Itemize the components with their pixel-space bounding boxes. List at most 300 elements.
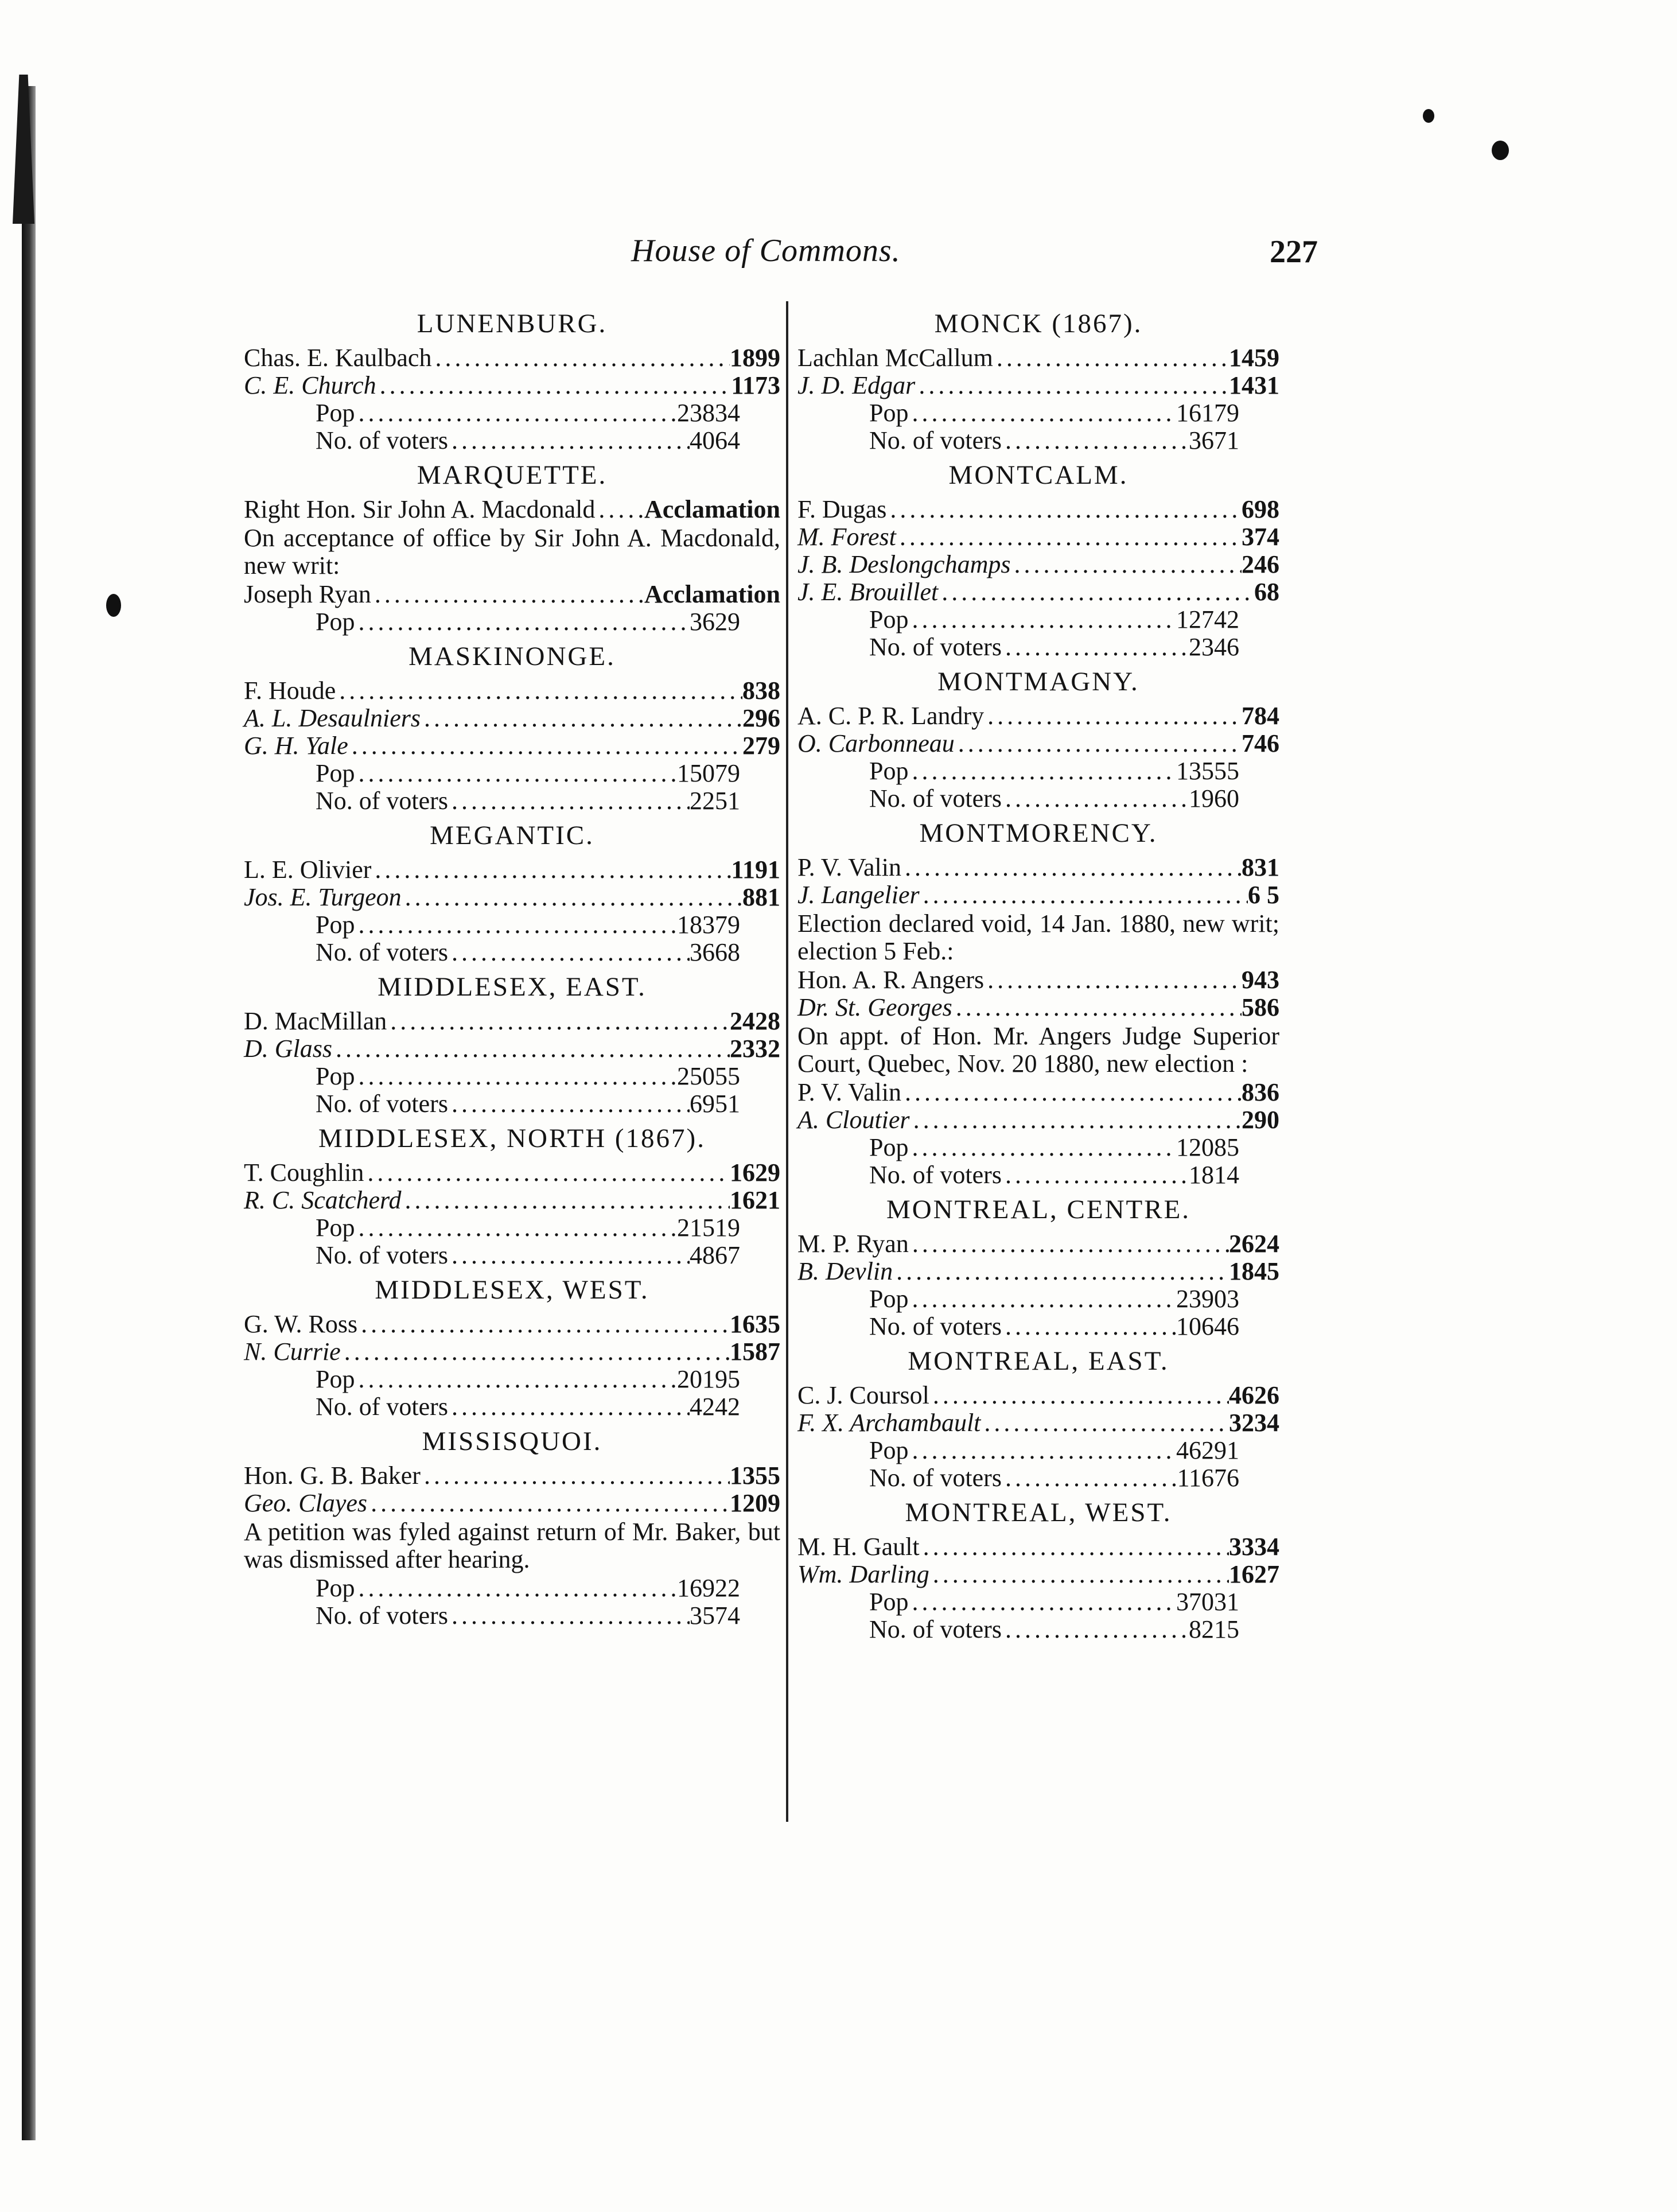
riding-section	[797, 309, 1279, 454]
stat-row	[244, 1366, 780, 1393]
stat-row	[244, 1602, 780, 1630]
dot-leader	[355, 1366, 677, 1393]
candidate-name: C. J. Coursol	[797, 1381, 929, 1409]
stat-value: 10646	[1176, 1312, 1239, 1340]
riding-section	[244, 1275, 780, 1421]
dot-leader	[448, 1242, 690, 1269]
ink-speck	[106, 594, 121, 617]
left-column	[244, 304, 780, 1635]
column-divider	[786, 301, 788, 1822]
stat-value: 3671	[1189, 426, 1239, 454]
dot-leader	[387, 1008, 730, 1035]
vote-count: 1621	[730, 1186, 780, 1214]
candidate-row	[797, 551, 1279, 578]
candidate-row	[797, 994, 1279, 1021]
dot-leader	[355, 911, 677, 939]
stat-value: 23903	[1176, 1285, 1239, 1313]
vote-count: 290	[1242, 1106, 1279, 1134]
stat-value: 18379	[677, 911, 740, 939]
stat-label: No. of voters	[316, 1090, 448, 1118]
vote-count: 784	[1242, 702, 1279, 730]
candidate-row	[244, 1311, 780, 1338]
vote-count: 246	[1242, 550, 1279, 578]
candidate-row	[797, 730, 1279, 757]
dot-leader	[336, 677, 742, 705]
riding-section	[244, 972, 780, 1118]
riding-title: MONTMORENCY.	[919, 818, 1158, 848]
candidate-name: J. B. Deslongchamps	[797, 550, 1011, 578]
dot-leader	[901, 854, 1242, 881]
stat-label: No. of voters	[316, 1393, 448, 1421]
dot-leader	[915, 372, 1229, 399]
candidate-name: B. Devlin	[797, 1257, 893, 1285]
candidate-name: R. C. Scatcherd	[244, 1186, 402, 1214]
candidate-row	[797, 1561, 1279, 1588]
candidate-row	[244, 856, 780, 884]
vote-count: 2428	[730, 1007, 780, 1035]
stat-row	[244, 939, 780, 966]
candidate-row	[244, 884, 780, 911]
dot-leader	[341, 1338, 730, 1366]
candidate-row	[797, 854, 1279, 881]
candidate-row	[797, 1258, 1279, 1285]
vote-count: 279	[742, 732, 780, 760]
stat-value: 11676	[1177, 1464, 1239, 1492]
riding-title: MIDDLESEX, WEST.	[375, 1275, 649, 1305]
candidate-row	[244, 344, 780, 372]
dot-leader	[1002, 1313, 1176, 1340]
riding-section	[797, 1195, 1279, 1340]
right-column	[797, 304, 1279, 1649]
stat-label: No. of voters	[316, 426, 448, 454]
riding-section	[244, 1426, 780, 1630]
candidate-name: F. Houde	[244, 677, 336, 705]
dot-leader	[1002, 1161, 1189, 1189]
stat-label: Pop	[316, 1574, 355, 1602]
candidate-row	[244, 372, 780, 399]
riding-title: MISSISQUOI.	[422, 1426, 602, 1456]
riding-title: MONTREAL, WEST.	[905, 1498, 1172, 1527]
stat-value: 25055	[677, 1062, 740, 1090]
vote-count: 1627	[1229, 1560, 1279, 1588]
stat-label: Pop	[869, 1436, 909, 1464]
candidate-name: O. Carbonneau	[797, 729, 955, 757]
stat-label: No. of voters	[869, 1312, 1002, 1340]
candidate-name: N. Currie	[244, 1338, 341, 1366]
dot-leader	[448, 1090, 690, 1118]
vote-count: 1355	[730, 1461, 780, 1490]
dot-leader	[993, 344, 1229, 372]
riding-section	[244, 642, 780, 815]
stat-value: 15079	[677, 759, 740, 787]
candidate-name: A. C. P. R. Landry	[797, 702, 985, 730]
stat-label: No. of voters	[316, 787, 448, 815]
riding-title: MIDDLESEX, NORTH (1867).	[318, 1124, 706, 1153]
candidate-name: T. Coughlin	[244, 1159, 364, 1187]
candidate-row	[797, 1409, 1279, 1437]
stat-label: Pop	[869, 399, 909, 427]
candidate-row	[797, 1533, 1279, 1561]
running-title: House of Commons.	[631, 233, 901, 269]
riding-section	[244, 309, 780, 454]
candidate-name: M. Forest	[797, 523, 896, 551]
stat-label: Pop	[316, 1365, 355, 1393]
ink-speck	[1492, 141, 1509, 160]
stat-label: Pop	[869, 757, 909, 785]
candidate-name: A. Cloutier	[797, 1106, 910, 1134]
dot-leader	[421, 1462, 730, 1490]
candidate-row	[244, 496, 780, 523]
dot-leader	[355, 399, 677, 427]
stat-value: 23834	[677, 399, 740, 427]
dot-leader	[952, 994, 1242, 1021]
riding-title: MASKINONGE.	[408, 642, 616, 671]
stat-label: Pop	[869, 605, 909, 633]
candidate-row	[797, 344, 1279, 372]
candidate-name: G. W. Ross	[244, 1310, 358, 1338]
stat-value: 37031	[1176, 1588, 1239, 1616]
candidate-name: Right Hon. Sir John A. Macdonald	[244, 495, 596, 523]
dot-leader	[908, 399, 1176, 427]
stat-label: No. of voters	[316, 1601, 448, 1630]
stat-label: Pop	[316, 1062, 355, 1090]
candidate-name: Geo. Clayes	[244, 1489, 368, 1517]
dot-leader	[896, 523, 1242, 551]
stat-value: 46291	[1176, 1436, 1239, 1464]
candidate-row	[244, 1159, 780, 1187]
candidate-name: Wm. Darling	[797, 1560, 929, 1588]
ink-speck	[1423, 109, 1434, 123]
election-note: A petition was fyled against return of Mr. Baker, but was dismissed after hearing.	[244, 1518, 780, 1573]
candidate-row	[244, 1008, 780, 1035]
stat-value: 6951	[690, 1090, 740, 1118]
vote-count: 2332	[730, 1035, 780, 1063]
stat-value: 12085	[1176, 1133, 1239, 1161]
vote-count: 1173	[731, 371, 780, 399]
stat-label: Pop	[316, 911, 355, 939]
stat-label: No. of voters	[869, 1161, 1002, 1189]
stat-row	[797, 1437, 1279, 1464]
riding-title: MIDDLESEX, EAST.	[378, 972, 647, 1002]
dot-leader	[920, 1533, 1229, 1561]
dot-leader	[1002, 427, 1189, 454]
stat-label: Pop	[869, 1133, 909, 1161]
stat-label: Pop	[316, 759, 355, 787]
candidate-name: D. MacMillan	[244, 1007, 387, 1035]
vote-count: 1899	[730, 344, 780, 372]
riding-section	[244, 1124, 780, 1269]
stat-row	[797, 1616, 1279, 1643]
vote-count: 838	[742, 677, 780, 705]
candidate-row	[797, 372, 1279, 399]
dot-leader	[984, 702, 1242, 730]
riding-section	[797, 460, 1279, 661]
dot-leader	[893, 1258, 1229, 1285]
riding-title: LUNENBURG.	[417, 309, 608, 339]
riding-title: MONCK (1867).	[934, 309, 1143, 339]
stat-row	[244, 1090, 780, 1118]
election-note: Election declared void, 14 Jan. 1880, new writ; election 5 Feb.:	[797, 909, 1279, 965]
dot-leader	[431, 344, 730, 372]
stat-row	[797, 633, 1279, 661]
candidate-name: D. Glass	[244, 1035, 333, 1063]
stat-row	[244, 760, 780, 787]
candidate-row	[797, 496, 1279, 523]
dot-leader	[355, 1575, 677, 1602]
stat-value: 4242	[690, 1393, 740, 1421]
candidate-name: P. V. Valin	[797, 1078, 901, 1106]
stat-row	[797, 1161, 1279, 1189]
vote-count: 1629	[730, 1159, 780, 1187]
dot-leader	[448, 787, 690, 815]
dot-leader	[448, 1393, 690, 1421]
dot-leader	[448, 427, 690, 454]
dot-leader	[595, 496, 644, 523]
stat-row	[797, 785, 1279, 813]
vote-count: 836	[1242, 1078, 1279, 1106]
stat-row	[797, 606, 1279, 633]
stat-value: 12742	[1176, 605, 1239, 633]
stat-row	[797, 1313, 1279, 1340]
candidate-row	[244, 1490, 780, 1517]
stat-row	[244, 787, 780, 815]
stat-value: 3629	[690, 608, 740, 636]
dot-leader	[402, 884, 742, 911]
candidate-row	[797, 1382, 1279, 1409]
dot-leader	[364, 1159, 730, 1187]
stat-row	[797, 1285, 1279, 1313]
riding-title: MONTMAGNY.	[937, 667, 1139, 697]
stat-row	[244, 1242, 780, 1269]
candidate-name: F. X. Archambault	[797, 1409, 981, 1437]
candidate-row	[244, 705, 780, 732]
dot-leader	[448, 939, 690, 966]
dot-leader	[348, 732, 742, 760]
stat-row	[797, 399, 1279, 427]
stat-value: 16179	[1176, 399, 1239, 427]
stat-label: Pop	[869, 1285, 909, 1313]
dot-leader	[901, 1079, 1242, 1106]
candidate-row	[797, 702, 1279, 730]
stat-label: Pop	[316, 608, 355, 636]
stat-value: 20195	[677, 1365, 740, 1393]
dot-leader	[886, 496, 1242, 523]
stat-label: No. of voters	[869, 426, 1002, 454]
vote-count: Acclamation	[644, 580, 780, 608]
candidate-name: G. H. Yale	[244, 732, 348, 760]
dot-leader	[367, 1490, 730, 1517]
stat-value: 2346	[1189, 633, 1239, 661]
dot-leader	[1011, 551, 1242, 578]
riding-section	[244, 821, 780, 966]
page-header	[0, 232, 1677, 284]
riding-section	[797, 1346, 1279, 1492]
candidate-name: J. D. Edgar	[797, 371, 916, 399]
candidate-name: A. L. Desaulniers	[244, 704, 421, 732]
stat-row	[244, 608, 780, 636]
candidate-name: F. Dugas	[797, 495, 887, 523]
vote-count: Acclamation	[644, 495, 780, 523]
stat-row	[797, 757, 1279, 785]
dot-leader	[908, 606, 1176, 633]
dot-leader	[955, 730, 1242, 757]
candidate-name: L. E. Olivier	[244, 856, 372, 884]
stat-value: 21519	[677, 1214, 740, 1242]
stat-label: Pop	[869, 1588, 909, 1616]
stat-value: 16922	[677, 1574, 740, 1602]
stat-value: 8215	[1189, 1615, 1239, 1643]
candidate-row	[244, 1035, 780, 1063]
vote-count: 1209	[730, 1489, 780, 1517]
dot-leader	[980, 1409, 1229, 1437]
candidate-row	[797, 1230, 1279, 1258]
riding-section	[797, 1498, 1279, 1643]
vote-count: 881	[742, 883, 780, 911]
candidate-name: Dr. St. Georges	[797, 993, 952, 1021]
stat-value: 1814	[1189, 1161, 1239, 1189]
stat-row	[797, 427, 1279, 454]
vote-count: 1587	[730, 1338, 780, 1366]
candidate-name: Hon. G. B. Baker	[244, 1461, 421, 1490]
dot-leader	[910, 1106, 1242, 1134]
candidate-row	[244, 581, 780, 608]
dot-leader	[929, 1561, 1229, 1588]
candidate-name: J. Langelier	[797, 881, 920, 909]
candidate-row	[797, 966, 1279, 994]
stat-label: No. of voters	[869, 1615, 1002, 1643]
stat-value: 3574	[690, 1601, 740, 1630]
stat-row	[244, 1063, 780, 1090]
stat-label: No. of voters	[316, 1241, 448, 1269]
page-binding-edge	[22, 86, 36, 2140]
stat-label: Pop	[316, 399, 355, 427]
candidate-row	[244, 732, 780, 760]
vote-count: 1459	[1229, 344, 1279, 372]
vote-count: 831	[1242, 853, 1279, 881]
dot-leader	[1002, 1464, 1177, 1492]
dot-leader	[1002, 633, 1189, 661]
riding-title: MARQUETTE.	[417, 460, 608, 490]
candidate-name: P. V. Valin	[797, 853, 901, 881]
candidate-row	[797, 578, 1279, 606]
election-note: On appt. of Hon. Mr. Angers Judge Superior Court, Quebec, Nov. 20 1880, new election :	[797, 1022, 1279, 1078]
candidate-name: Hon. A. R. Angers	[797, 966, 985, 994]
dot-leader	[332, 1035, 730, 1063]
dot-leader	[908, 1437, 1176, 1464]
dot-leader	[355, 1063, 677, 1090]
dot-leader	[357, 1311, 730, 1338]
stat-value: 3668	[690, 938, 740, 966]
riding-section	[797, 667, 1279, 813]
dot-leader	[421, 705, 742, 732]
candidate-row	[244, 1338, 780, 1366]
stat-label: Pop	[316, 1214, 355, 1242]
dot-leader	[355, 608, 690, 636]
page-number: 227	[1270, 234, 1318, 270]
stat-value: 1960	[1189, 784, 1239, 813]
dot-leader	[1002, 1616, 1189, 1643]
vote-count: 3234	[1229, 1409, 1279, 1437]
stat-row	[797, 1134, 1279, 1161]
stat-row	[244, 399, 780, 427]
election-note: On acceptance of office by Sir John A. Macdonald, new writ:	[244, 524, 780, 580]
vote-count: 4626	[1229, 1381, 1279, 1409]
dot-leader	[908, 1134, 1176, 1161]
vote-count: 1635	[730, 1310, 780, 1338]
vote-count: 2624	[1229, 1230, 1279, 1258]
riding-title: MONTCALM.	[948, 460, 1129, 490]
riding-title: MEGANTIC.	[430, 821, 594, 850]
candidate-row	[244, 1187, 780, 1214]
candidate-name: Joseph Ryan	[244, 580, 371, 608]
candidate-row	[797, 881, 1279, 909]
stat-row	[797, 1464, 1279, 1492]
dot-leader	[908, 757, 1176, 785]
dot-leader	[920, 881, 1248, 909]
stat-label: No. of voters	[869, 1464, 1002, 1492]
stat-value: 2251	[690, 787, 740, 815]
candidate-row	[797, 1079, 1279, 1106]
dot-leader	[909, 1230, 1229, 1258]
riding-section	[797, 818, 1279, 1189]
dot-leader	[908, 1588, 1176, 1616]
riding-section	[244, 460, 780, 636]
stat-row	[244, 1393, 780, 1421]
dot-leader	[908, 1285, 1176, 1313]
stat-label: No. of voters	[869, 784, 1002, 813]
candidate-row	[244, 1462, 780, 1490]
vote-count: 746	[1242, 729, 1279, 757]
vote-count: 3334	[1229, 1533, 1279, 1561]
dot-leader	[402, 1187, 730, 1214]
dot-leader	[355, 760, 677, 787]
candidate-row	[797, 1106, 1279, 1134]
dot-leader	[929, 1382, 1229, 1409]
stat-value: 4064	[690, 426, 740, 454]
dot-leader	[376, 372, 732, 399]
dot-leader	[371, 581, 644, 608]
candidate-name: M. P. Ryan	[797, 1230, 909, 1258]
candidate-name: Lachlan McCallum	[797, 344, 993, 372]
vote-count: 1431	[1229, 371, 1279, 399]
stat-row	[244, 911, 780, 939]
candidate-name: M. H. Gault	[797, 1533, 920, 1561]
dot-leader	[355, 1214, 677, 1242]
stat-value: 13555	[1176, 757, 1239, 785]
vote-count: 698	[1242, 495, 1279, 523]
candidate-name: J. E. Brouillet	[797, 578, 939, 606]
vote-count: 6 5	[1248, 881, 1279, 909]
dot-leader	[984, 966, 1242, 994]
vote-count: 1191	[731, 856, 780, 884]
stat-row	[244, 1214, 780, 1242]
riding-title: MONTREAL, EAST.	[908, 1346, 1169, 1376]
candidate-row	[797, 523, 1279, 551]
riding-title: MONTREAL, CENTRE.	[886, 1195, 1191, 1224]
stat-value: 4867	[690, 1241, 740, 1269]
vote-count: 586	[1242, 993, 1279, 1021]
dot-leader	[1002, 785, 1189, 813]
candidate-name: Chas. E. Kaulbach	[244, 344, 432, 372]
stat-label: No. of voters	[869, 633, 1002, 661]
stat-row	[244, 427, 780, 454]
dot-leader	[371, 856, 731, 884]
stat-row	[797, 1588, 1279, 1616]
vote-count: 1845	[1229, 1257, 1279, 1285]
candidate-row	[244, 677, 780, 705]
candidate-name: C. E. Church	[244, 371, 376, 399]
dot-leader	[448, 1602, 690, 1630]
